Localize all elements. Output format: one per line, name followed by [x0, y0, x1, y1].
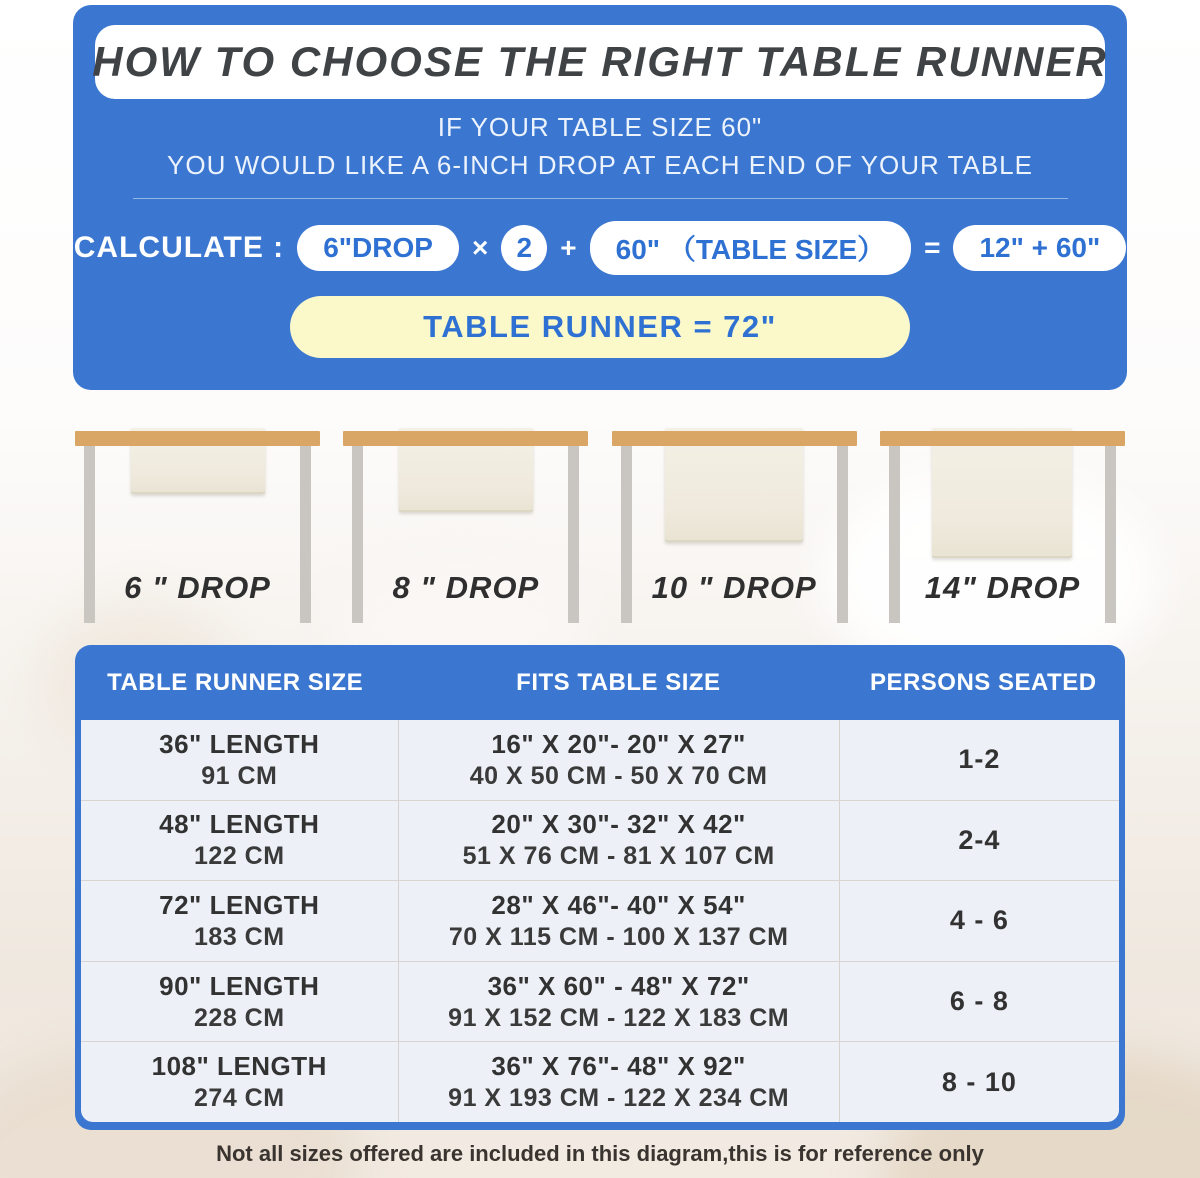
fits-table-cell: [398, 881, 839, 961]
tabletop: [612, 431, 857, 446]
drop-diagram-14: [880, 428, 1125, 628]
drop-label: 14" DROP: [924, 570, 1081, 605]
runner-length-cm: 183 CM: [194, 922, 285, 951]
drop-diagrams: [75, 428, 1125, 628]
table-row: [81, 801, 1119, 882]
fits-size-cm: 51 X 76 CM - 81 X 107 CM: [462, 842, 775, 871]
table-row: [81, 720, 1119, 801]
size-table-panel: [75, 645, 1125, 1130]
subtitle-line-2: YOU WOULD LIKE A 6-INCH DROP AT EACH END OF YOUR TABLE: [167, 150, 1033, 180]
persons-seated-value: 2-4: [958, 824, 1001, 855]
fits-table-cell: [398, 962, 839, 1042]
persons-seated-value: 6 - 8: [949, 986, 1009, 1017]
fits-table-cell: [398, 1042, 839, 1122]
fits-size-cm: 91 X 193 CM - 122 X 234 CM: [448, 1084, 790, 1113]
table-row: [81, 962, 1119, 1043]
fits-size-in: 28" X 46"- 40" X 54": [491, 889, 746, 920]
table-row: [81, 1042, 1119, 1122]
page-title: HOW TO CHOOSE THE RIGHT TABLE RUNNER: [92, 38, 1108, 85]
result-pill: TABLE RUNNER = 72": [290, 296, 910, 358]
drop-label: 8 " DROP: [392, 570, 540, 605]
drop-diagram-10: [612, 428, 857, 628]
tabletop: [75, 431, 320, 446]
fits-table-cell: [398, 801, 839, 881]
persons-cell: [839, 801, 1119, 881]
persons-cell: [839, 962, 1119, 1042]
persons-seated-value: 8 - 10: [941, 1066, 1017, 1097]
fits-size-in: 36" X 60" - 48" X 72": [487, 970, 750, 1001]
runner-length-in: 72" LENGTH: [159, 889, 320, 920]
runner-size-cell: [81, 881, 398, 961]
table-row: [81, 881, 1119, 962]
column-header-runner-size: TABLE RUNNER SIZE: [107, 668, 364, 696]
column-header-fits-table-size: FITS TABLE SIZE: [516, 668, 721, 696]
persons-seated-value: 1-2: [958, 744, 1001, 775]
fits-size-in: 36" X 76"- 48" X 92": [491, 1051, 746, 1082]
fits-table-cell: [398, 720, 839, 800]
sum-pill: 12" + 60": [953, 225, 1126, 271]
calculate-label: CALCULATE :: [73, 231, 285, 264]
runner-size-cell: [81, 1042, 398, 1122]
runner-size-cell: [81, 720, 398, 800]
hero-divider: [133, 198, 1068, 199]
hero-panel: [73, 5, 1127, 390]
multiply-sign: ×: [471, 232, 489, 263]
fits-size-cm: 91 X 152 CM - 122 X 183 CM: [448, 1003, 790, 1032]
runner-length-in: 48" LENGTH: [159, 809, 320, 840]
drop-diagram-6: [75, 428, 320, 628]
column-header-persons-seated: PERSONS SEATED: [869, 668, 1097, 696]
equals-sign: =: [924, 232, 941, 263]
size-table-body: [81, 720, 1119, 1122]
persons-cell: [839, 1042, 1119, 1122]
table-size-pill: 60" （TABLE SIZE）: [590, 221, 911, 275]
runner-length-cm: 122 CM: [194, 842, 285, 871]
persons-cell: [839, 720, 1119, 800]
persons-cell: [839, 881, 1119, 961]
fits-size-in: 20" X 30"- 32" X 42": [491, 809, 746, 840]
tabletop: [343, 431, 588, 446]
plus-sign: +: [560, 232, 577, 263]
runner-length-cm: 91 CM: [201, 761, 278, 790]
drop-value-pill: 6"DROP: [297, 225, 459, 271]
drop-label: 10 " DROP: [651, 570, 817, 605]
drop-label: 6 " DROP: [124, 570, 271, 605]
fits-size-cm: 70 X 115 CM - 100 X 137 CM: [448, 922, 789, 951]
size-table-header: [75, 645, 1125, 720]
persons-seated-value: 4 - 6: [949, 905, 1009, 936]
runner-length-in: 90" LENGTH: [159, 970, 320, 1001]
calculation-row: [73, 221, 1127, 275]
fits-size-in: 16" X 20"- 20" X 27": [491, 728, 746, 759]
runner-length-in: 36" LENGTH: [159, 728, 320, 759]
drop-diagram-8: [343, 428, 588, 628]
fits-size-cm: 40 X 50 CM - 50 X 70 CM: [469, 761, 768, 790]
runner-size-cell: [81, 962, 398, 1042]
multiplier-circle: 2: [501, 225, 547, 271]
runner-length-in: 108" LENGTH: [151, 1051, 327, 1082]
subtitle-line-1: IF YOUR TABLE SIZE 60": [437, 112, 763, 142]
tabletop: [880, 431, 1125, 446]
runner-length-cm: 274 CM: [194, 1084, 285, 1113]
runner-length-cm: 228 CM: [194, 1003, 285, 1032]
runner-size-cell: [81, 801, 398, 881]
title-box: [92, 25, 1108, 99]
reference-footnote: Not all sizes offered are included in this diagram,this is for reference only: [216, 1141, 984, 1166]
runner-cloth: [932, 428, 1072, 558]
